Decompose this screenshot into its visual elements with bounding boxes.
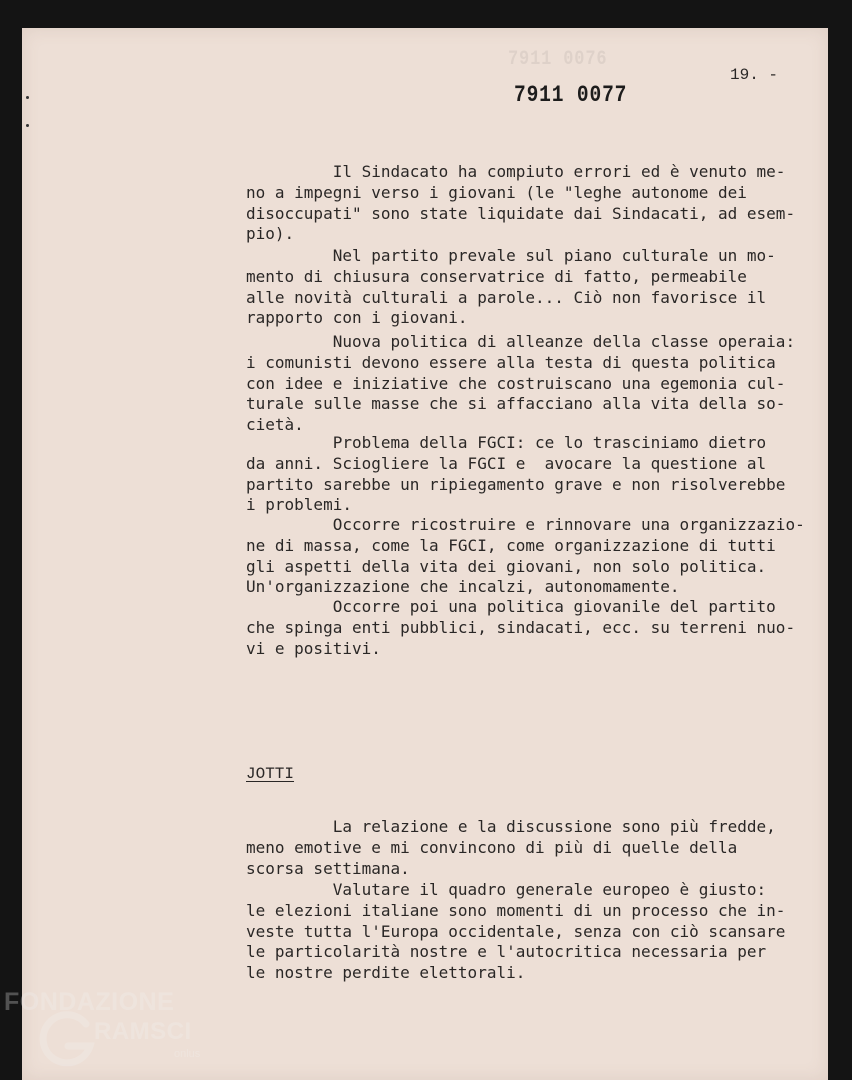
fondazione-gramsci-watermark [4,988,214,1076]
punch-mark [26,124,29,127]
section-heading: JOTTI [246,765,295,783]
paragraph: La relazione e la discussione sono più fredde, meno emotive e mi convincono di più di quelle della scorsa settimana. [246,817,776,878]
ghost-stamp-number: 7911 0076 [508,48,608,71]
paragraph: Valutare il quadro generale europeo è giusto: le elezioni italiane sono momenti di un processo che in- veste tutta l'Europa occidentale, senza con ciò scansare le particolarità nostre e l'autocritica necessaria per le nostre perdite elettorali. [246,880,786,983]
paragraph: Nuova politica di alleanze della classe operaia: i comunisti devono essere alla testa di questa politica con idee e iniziative che costruiscano una egemonia cul- turale sulle masse che si affacciano alla vita della so- cietà. [246,332,796,435]
watermark-line-2: RAMSCI [94,1018,192,1045]
paragraph: Occorre ricostruire e rinnovare una organizzazio- ne di massa, come la FGCI, come organizzazione di tutti gli aspetti della vita dei giovani, non solo politica. Un'organizzazione che incalzi, autonomamente. [246,515,805,597]
archive-stamp-number: 7911 0077 [514,82,628,108]
paragraph: Il Sindacato ha compiuto errori ed è venuto me- no a impegni verso i giovani (le "leghe autonome dei disoccupati" sono state liquidate dai Sindacati, ad esem- pio). [246,162,796,244]
document-page [22,28,828,1080]
paragraph: Problema della FGCI: ce lo trasciniamo dietro da anni. Sciogliere la FGCI e avocare la questione al partito sarebbe un ripiegamento grave e non risolverebbe i problemi. [246,433,786,515]
watermark-line-3: onlus [174,1048,201,1060]
gramsci-g-logo-icon [38,1010,98,1070]
watermark-line-1: FONDAZIONE [4,988,175,1016]
punch-mark [26,96,29,99]
page-number: 19. - [730,66,779,84]
paragraph: Occorre poi una politica giovanile del partito che spinga enti pubblici, sindacati, ecc. su terreni nuo- vi e positivi. [246,597,796,658]
paragraph: Nel partito prevale sul piano culturale un mo- mento di chiusura conservatrice di fatto, permeabile alle novità culturali a parole... Ciò non favorisce il rapporto con i giovani. [246,246,776,328]
